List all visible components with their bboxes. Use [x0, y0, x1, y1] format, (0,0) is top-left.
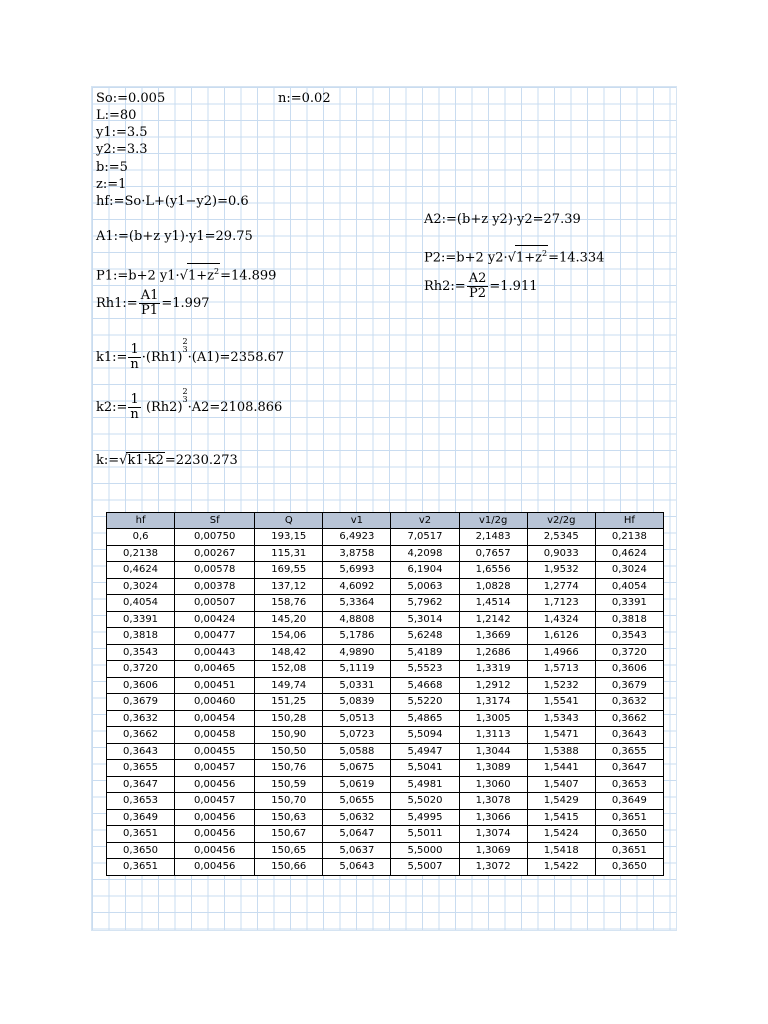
- table-cell: 150,28: [255, 710, 323, 727]
- table-cell: 5,4947: [391, 743, 459, 760]
- table-cell: 150,65: [255, 842, 323, 859]
- table-cell: 0,00424: [175, 611, 255, 628]
- table-cell: 1,2142: [459, 611, 527, 628]
- table-cell: 0,6: [107, 529, 175, 546]
- table-cell: 5,5020: [391, 793, 459, 810]
- table-cell: 0,3391: [107, 611, 175, 628]
- table-cell: 0,7657: [459, 545, 527, 562]
- table-cell: 0,00457: [175, 793, 255, 810]
- table-cell: 1,3669: [459, 628, 527, 645]
- table-cell: 137,12: [255, 578, 323, 595]
- column-header: v1: [323, 513, 391, 529]
- eq-b: b:=5: [96, 160, 128, 175]
- table-cell: 0,3818: [107, 628, 175, 645]
- eq-A1: A1:=(b+z y1)·y1=29.75: [96, 229, 253, 244]
- table-cell: 0,3653: [595, 776, 663, 793]
- table-cell: 1,3319: [459, 661, 527, 678]
- table-cell: 0,00456: [175, 842, 255, 859]
- sqrt-radicand: $1+z^2$: [187, 263, 220, 284]
- table-cell: 0,3651: [107, 826, 175, 843]
- table-row: [107, 595, 664, 612]
- table-cell: 150,67: [255, 826, 323, 843]
- table-row: [107, 743, 664, 760]
- table-cell: 1,3174: [459, 694, 527, 711]
- eq-P1: P1:=b+2 $y1\cdot√1+z^2=14.899$: [96, 263, 276, 284]
- table-row: [107, 545, 664, 562]
- table-cell: 0,3643: [107, 743, 175, 760]
- table-cell: 1,5713: [527, 661, 595, 678]
- table-cell: 0,2138: [595, 529, 663, 546]
- table-cell: 1,5429: [527, 793, 595, 810]
- column-header: Sf: [175, 513, 255, 529]
- table-cell: 2,5345: [527, 529, 595, 546]
- table-cell: 5,5094: [391, 727, 459, 744]
- table-cell: 4,6092: [323, 578, 391, 595]
- table-cell: 169,55: [255, 562, 323, 579]
- table-cell: 0,00267: [175, 545, 255, 562]
- table-cell: 0,3651: [107, 859, 175, 876]
- table-cell: 5,0723: [323, 727, 391, 744]
- table-row: [107, 562, 664, 579]
- column-header: hf: [107, 513, 175, 529]
- table-cell: 0,00456: [175, 859, 255, 876]
- table-cell: 0,00456: [175, 809, 255, 826]
- eq-k2: k2:= $\frac{1}{n}$ (Rh2) 2 3 ·A2=2108.866: [96, 387, 283, 422]
- results-table: [106, 512, 664, 876]
- exponent: 2 3: [182, 337, 188, 354]
- table-row: [107, 677, 664, 694]
- table-cell: 115,31: [255, 545, 323, 562]
- table-cell: 150,76: [255, 760, 323, 777]
- table-cell: 0,00507: [175, 595, 255, 612]
- table-cell: 0,3679: [107, 694, 175, 711]
- table-row: [107, 809, 664, 826]
- table-cell: 5,0637: [323, 842, 391, 859]
- table-cell: 5,5220: [391, 694, 459, 711]
- table-row: [107, 776, 664, 793]
- table-cell: 4,2098: [391, 545, 459, 562]
- table-cell: 1,5418: [527, 842, 595, 859]
- eq-k: k:=√k1·k2=2230.273: [96, 453, 238, 468]
- table-cell: 1,3044: [459, 743, 527, 760]
- table-cell: 1,5471: [527, 727, 595, 744]
- table-cell: 0,3647: [107, 776, 175, 793]
- table-cell: 0,4054: [595, 578, 663, 595]
- table-cell: 0,00578: [175, 562, 255, 579]
- table-cell: 148,42: [255, 644, 323, 661]
- table-cell: 1,5388: [527, 743, 595, 760]
- exponent: 2 3: [182, 387, 188, 404]
- table-cell: 3,8758: [323, 545, 391, 562]
- table-cell: 5,5000: [391, 842, 459, 859]
- table-cell: 5,0655: [323, 793, 391, 810]
- table-header-row: [107, 513, 664, 529]
- table-cell: 5,4668: [391, 677, 459, 694]
- fraction: $\frac{1}{n}$: [130, 392, 139, 422]
- table-cell: 193,15: [255, 529, 323, 546]
- table-row: [107, 710, 664, 727]
- table-cell: 0,00451: [175, 677, 255, 694]
- table-cell: 0,3649: [107, 809, 175, 826]
- column-header: Q: [255, 513, 323, 529]
- table-cell: 152,08: [255, 661, 323, 678]
- table-cell: 0,3653: [107, 793, 175, 810]
- table-cell: 0,00458: [175, 727, 255, 744]
- fraction: $\frac{A1}{P1}$: [140, 288, 159, 318]
- table-cell: 1,7123: [527, 595, 595, 612]
- table-cell: 150,70: [255, 793, 323, 810]
- table-cell: 5,1119: [323, 661, 391, 678]
- eq-k1: k1:= $\frac{1}{n}$ ·(Rh1) 2 3 ·(A1)=2358.67: [96, 337, 285, 372]
- table-cell: 1,3069: [459, 842, 527, 859]
- table-cell: 151,25: [255, 694, 323, 711]
- table-cell: 150,63: [255, 809, 323, 826]
- eq-L: L:=80: [96, 108, 137, 123]
- table-cell: 1,5232: [527, 677, 595, 694]
- table-cell: 1,9532: [527, 562, 595, 579]
- table-cell: 5,0839: [323, 694, 391, 711]
- table-cell: 5,4189: [391, 644, 459, 661]
- table-cell: 1,3089: [459, 760, 527, 777]
- table-cell: 1,5407: [527, 776, 595, 793]
- table-cell: 1,2912: [459, 677, 527, 694]
- table-cell: 5,4995: [391, 809, 459, 826]
- table-cell: 0,3720: [595, 644, 663, 661]
- table-cell: 1,5415: [527, 809, 595, 826]
- table-row: [107, 694, 664, 711]
- eq-y1: y1:=3.5: [96, 125, 148, 140]
- table-cell: 4,9890: [323, 644, 391, 661]
- table-cell: 150,90: [255, 727, 323, 744]
- table-row: [107, 859, 664, 876]
- eq-A2: A2:=(b+z y2)·y2=27.39: [424, 212, 581, 227]
- table-cell: 0,00460: [175, 694, 255, 711]
- table-cell: 2,1483: [459, 529, 527, 546]
- table-cell: 5,3364: [323, 595, 391, 612]
- table-cell: 0,00457: [175, 760, 255, 777]
- table-cell: 5,5007: [391, 859, 459, 876]
- table-cell: 5,0331: [323, 677, 391, 694]
- table-cell: 0,3818: [595, 611, 663, 628]
- table-cell: 1,3074: [459, 826, 527, 843]
- table-cell: 0,00465: [175, 661, 255, 678]
- table-cell: 5,0513: [323, 710, 391, 727]
- table-cell: 5,0632: [323, 809, 391, 826]
- table-row: [107, 611, 664, 628]
- table-row: [107, 529, 664, 546]
- table-cell: 0,3662: [595, 710, 663, 727]
- table-cell: 1,2774: [527, 578, 595, 595]
- eq-Rh1: Rh1:= $\frac{A1}{P1}$ =1.997: [96, 288, 210, 318]
- table-cell: 5,5011: [391, 826, 459, 843]
- table-row: [107, 661, 664, 678]
- table-cell: 6,1904: [391, 562, 459, 579]
- table-cell: 0,3024: [595, 562, 663, 579]
- table-cell: 1,0828: [459, 578, 527, 595]
- table-cell: 1,3066: [459, 809, 527, 826]
- table-cell: 1,5424: [527, 826, 595, 843]
- table-cell: 0,00378: [175, 578, 255, 595]
- table-row: [107, 760, 664, 777]
- table-cell: 0,3679: [595, 677, 663, 694]
- table-cell: 0,3632: [595, 694, 663, 711]
- table-cell: 5,0643: [323, 859, 391, 876]
- table-cell: 0,00443: [175, 644, 255, 661]
- table-cell: 0,3650: [595, 859, 663, 876]
- table-cell: 1,6556: [459, 562, 527, 579]
- table-row: [107, 826, 664, 843]
- eq-Rh2: Rh2:= $\frac{A2}{P2}$ =1.911: [424, 271, 538, 301]
- table-cell: 0,4054: [107, 595, 175, 612]
- table-cell: 0,9033: [527, 545, 595, 562]
- table-cell: 154,06: [255, 628, 323, 645]
- eq-z: z:=1: [96, 177, 127, 192]
- table-cell: 158,76: [255, 595, 323, 612]
- table-cell: 150,66: [255, 859, 323, 876]
- table-cell: 1,5343: [527, 710, 595, 727]
- table-cell: 0,3649: [595, 793, 663, 810]
- table-cell: 5,1786: [323, 628, 391, 645]
- table-cell: 0,3391: [595, 595, 663, 612]
- table-cell: 0,3650: [595, 826, 663, 843]
- column-header: Hf: [595, 513, 663, 529]
- table-cell: 5,0675: [323, 760, 391, 777]
- table-cell: 0,3543: [595, 628, 663, 645]
- column-header: v2/2g: [527, 513, 595, 529]
- fraction: $\frac{A2}{P2}$: [468, 271, 487, 301]
- table-cell: 0,3643: [595, 727, 663, 744]
- table-cell: 5,6248: [391, 628, 459, 645]
- table-row: [107, 644, 664, 661]
- fraction: $\frac{1}{n}$: [130, 342, 139, 372]
- table-row: [107, 842, 664, 859]
- table-cell: 5,4981: [391, 776, 459, 793]
- table-row: [107, 578, 664, 595]
- table-cell: 0,3543: [107, 644, 175, 661]
- table-cell: 1,4514: [459, 595, 527, 612]
- table-cell: 150,50: [255, 743, 323, 760]
- table-cell: 5,4865: [391, 710, 459, 727]
- table-cell: 1,4324: [527, 611, 595, 628]
- eq-P2: P2:=b+2 $y2\cdot√1+z^2=14.334$: [424, 245, 604, 266]
- eq-y2: y2:=3.3: [96, 142, 148, 157]
- table-cell: 0,4624: [107, 562, 175, 579]
- table-cell: 1,3072: [459, 859, 527, 876]
- table-cell: 0,3606: [595, 661, 663, 678]
- table-cell: 0,2138: [107, 545, 175, 562]
- table-row: [107, 793, 664, 810]
- table-cell: 145,20: [255, 611, 323, 628]
- table-cell: 5,5523: [391, 661, 459, 678]
- table-cell: 5,0619: [323, 776, 391, 793]
- table-body: [107, 529, 664, 876]
- table-cell: 0,00454: [175, 710, 255, 727]
- table-cell: 0,00455: [175, 743, 255, 760]
- table-cell: 0,00456: [175, 776, 255, 793]
- table-cell: 5,5041: [391, 760, 459, 777]
- table-cell: 1,3078: [459, 793, 527, 810]
- table-cell: 0,3650: [107, 842, 175, 859]
- table-cell: 0,00477: [175, 628, 255, 645]
- table-cell: 7,0517: [391, 529, 459, 546]
- table-cell: 0,00456: [175, 826, 255, 843]
- table-cell: 0,3720: [107, 661, 175, 678]
- table-cell: 1,5541: [527, 694, 595, 711]
- table-cell: 1,3113: [459, 727, 527, 744]
- table-cell: 5,0588: [323, 743, 391, 760]
- table-cell: 149,74: [255, 677, 323, 694]
- table-cell: 1,4966: [527, 644, 595, 661]
- column-header: v2: [391, 513, 459, 529]
- table-cell: 1,3060: [459, 776, 527, 793]
- table-cell: 5,0647: [323, 826, 391, 843]
- table-cell: 5,7962: [391, 595, 459, 612]
- table-cell: 5,6993: [323, 562, 391, 579]
- table-cell: 0,3606: [107, 677, 175, 694]
- table-cell: 1,3005: [459, 710, 527, 727]
- eq-n: n:=0.02: [278, 91, 331, 106]
- table-cell: 0,3655: [595, 743, 663, 760]
- sqrt-radicand: $1+z^2$: [515, 245, 548, 266]
- table-cell: 0,3662: [107, 727, 175, 744]
- table-cell: 5,3014: [391, 611, 459, 628]
- table-cell: 1,5441: [527, 760, 595, 777]
- table-cell: 1,6126: [527, 628, 595, 645]
- table-cell: 1,2686: [459, 644, 527, 661]
- sqrt-radicand: k1·k2: [127, 453, 164, 468]
- table-cell: 1,5422: [527, 859, 595, 876]
- table-cell: 0,3024: [107, 578, 175, 595]
- table-cell: 4,8808: [323, 611, 391, 628]
- table-cell: 150,59: [255, 776, 323, 793]
- table-cell: 0,3632: [107, 710, 175, 727]
- eq-so: So:=0.005: [96, 91, 166, 106]
- table-cell: 0,00750: [175, 529, 255, 546]
- table-cell: 0,3651: [595, 842, 663, 859]
- table-row: [107, 628, 664, 645]
- table-cell: 0,3651: [595, 809, 663, 826]
- table-row: [107, 727, 664, 744]
- column-header: v1/2g: [459, 513, 527, 529]
- table-cell: 0,3655: [107, 760, 175, 777]
- table-cell: 6,4923: [323, 529, 391, 546]
- eq-hf: hf:=So·L+(y1−y2)=0.6: [96, 194, 249, 209]
- table-cell: 0,3647: [595, 760, 663, 777]
- table-cell: 5,0063: [391, 578, 459, 595]
- table-cell: 0,4624: [595, 545, 663, 562]
